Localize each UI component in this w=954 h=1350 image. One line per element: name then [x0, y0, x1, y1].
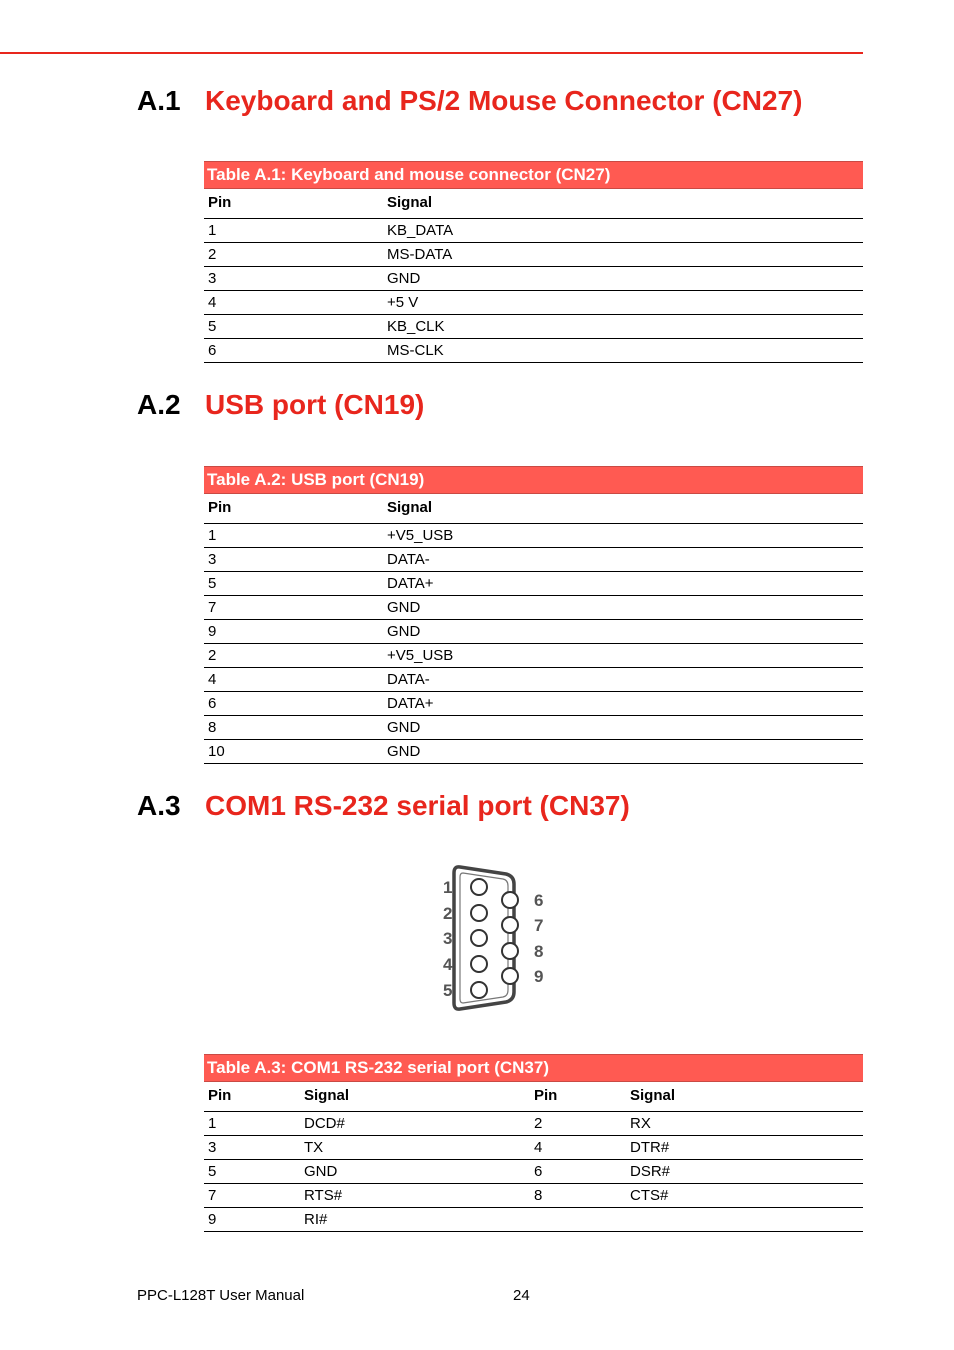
pin-cell: 3 — [208, 551, 217, 568]
pin-label: 6 — [534, 891, 544, 910]
table-row — [204, 668, 863, 692]
pin-cell: 6 — [208, 695, 217, 712]
pin-cell: 1 — [208, 222, 217, 239]
connector-shell — [454, 867, 514, 1009]
section-number: A.1 — [137, 85, 181, 116]
signal-cell: GND — [387, 623, 421, 640]
pin-cell: 9 — [208, 1211, 217, 1228]
section-title: COM1 RS-232 serial port (CN37) — [205, 790, 630, 821]
signal-cell: RX — [630, 1115, 651, 1132]
section-title: Keyboard and PS/2 Mouse Connector (CN27) — [205, 85, 803, 116]
signal-cell: GND — [387, 743, 421, 760]
table-row — [204, 1184, 863, 1208]
signal-cell: GND — [387, 599, 421, 616]
pin-cell: 6 — [534, 1163, 543, 1180]
pin-cell: 3 — [208, 1139, 217, 1156]
pin-cell: 4 — [534, 1139, 543, 1156]
db9-connector-diagram — [436, 862, 552, 1014]
pin-label: 5 — [443, 981, 453, 1000]
table-row — [204, 644, 863, 668]
pin-cell: 1 — [208, 527, 217, 544]
pin-cell: 10 — [208, 743, 225, 760]
signal-cell: +V5_USB — [387, 527, 454, 544]
table-row — [204, 339, 863, 363]
pin-hole-1 — [471, 879, 487, 895]
signal-cell: DSR# — [630, 1163, 671, 1180]
pin-cell: 7 — [208, 599, 217, 616]
table-row — [204, 219, 863, 243]
table-row — [204, 1112, 863, 1136]
table-caption: Table A.1: Keyboard and mouse connector (CN27) — [204, 161, 863, 189]
signal-cell: +V5_USB — [387, 647, 454, 664]
section-heading-a3 — [137, 792, 630, 820]
table-row — [204, 740, 863, 764]
table-row — [204, 548, 863, 572]
signal-cell: RI# — [304, 1211, 328, 1228]
pin-label: 1 — [443, 878, 453, 897]
pin-hole-9 — [502, 968, 518, 984]
pin-cell: 1 — [208, 1115, 217, 1132]
pin-hole-7 — [502, 917, 518, 933]
signal-cell: DCD# — [304, 1115, 345, 1132]
signal-cell: CTS# — [630, 1187, 669, 1204]
table-keyboard-mouse — [204, 161, 863, 363]
pin-cell: 4 — [208, 294, 217, 311]
header-rule — [0, 52, 863, 54]
pin-hole-8 — [502, 943, 518, 959]
signal-cell: GND — [387, 270, 421, 287]
pin-hole-6 — [502, 892, 518, 908]
signal-cell: DATA+ — [387, 575, 434, 592]
signal-cell: DATA- — [387, 551, 430, 568]
pin-hole-4 — [471, 956, 487, 972]
column-header-signal: Signal — [387, 499, 433, 516]
table-row — [204, 315, 863, 339]
column-header-pin: Pin — [208, 499, 232, 516]
footer-page-number: 24 — [513, 1287, 530, 1304]
pin-cell: 7 — [208, 1187, 217, 1204]
table-row — [204, 524, 863, 548]
table-caption: Table A.2: USB port (CN19) — [204, 466, 863, 494]
pin-label: 9 — [534, 967, 544, 986]
pin-cell: 5 — [208, 1163, 217, 1180]
pin-cell: 2 — [208, 246, 217, 263]
table-row — [204, 1136, 863, 1160]
pin-hole-3 — [471, 930, 487, 946]
column-header-signal: Signal — [630, 1087, 676, 1104]
table-row — [204, 620, 863, 644]
section-heading-a2 — [137, 391, 424, 419]
column-header-pin: Pin — [208, 194, 232, 211]
pin-cell — [530, 1208, 626, 1231]
section-heading-a1 — [137, 87, 802, 115]
signal-cell — [626, 1208, 863, 1231]
pin-cell: 8 — [534, 1187, 543, 1204]
footer-manual-title: PPC-L128T User Manual — [137, 1287, 305, 1304]
signal-cell: GND — [304, 1163, 338, 1180]
section-number: A.2 — [137, 389, 181, 420]
table-header-row — [204, 1082, 863, 1112]
pin-cell: 2 — [208, 647, 217, 664]
signal-cell: MS-DATA — [387, 246, 453, 263]
column-header-pin: Pin — [534, 1087, 558, 1104]
pin-hole-2 — [471, 905, 487, 921]
pin-label: 8 — [534, 942, 544, 961]
table-usb-port — [204, 466, 863, 764]
table-row — [204, 596, 863, 620]
pin-label: 2 — [443, 904, 453, 923]
signal-cell: DATA+ — [387, 695, 434, 712]
table-row — [204, 291, 863, 315]
column-header-pin: Pin — [208, 1087, 232, 1104]
pin-cell: 4 — [208, 671, 217, 688]
table-row — [204, 1208, 863, 1232]
signal-cell: MS-CLK — [387, 342, 444, 359]
pin-label: 7 — [534, 916, 544, 935]
signal-cell: KB_DATA — [387, 222, 454, 239]
pin-label: 3 — [443, 929, 453, 948]
signal-cell: GND — [387, 719, 421, 736]
pin-cell: 8 — [208, 719, 217, 736]
table-row — [204, 572, 863, 596]
signal-cell: RTS# — [304, 1187, 343, 1204]
section-title: USB port (CN19) — [205, 389, 425, 420]
table-caption: Table A.3: COM1 RS-232 serial port (CN37) — [204, 1054, 863, 1082]
table-row — [204, 243, 863, 267]
signal-cell: DTR# — [630, 1139, 670, 1156]
column-header-signal: Signal — [304, 1087, 350, 1104]
table-com1-rs232 — [204, 1054, 863, 1232]
table-row — [204, 267, 863, 291]
table-row — [204, 692, 863, 716]
pin-hole-5 — [471, 982, 487, 998]
table-header-row — [204, 189, 863, 219]
signal-cell: TX — [304, 1139, 324, 1156]
table-row — [204, 1160, 863, 1184]
pin-cell: 2 — [534, 1115, 543, 1132]
signal-cell: +5 V — [387, 294, 419, 311]
table-row — [204, 716, 863, 740]
pin-cell: 3 — [208, 270, 217, 287]
column-header-signal: Signal — [387, 194, 433, 211]
pin-cell: 5 — [208, 575, 217, 592]
signal-cell: KB_CLK — [387, 318, 445, 335]
table-header-row — [204, 494, 863, 524]
signal-cell: DATA- — [387, 671, 430, 688]
pin-cell: 6 — [208, 342, 217, 359]
pin-cell: 9 — [208, 623, 217, 640]
pin-label: 4 — [443, 955, 453, 974]
pin-cell: 5 — [208, 318, 217, 335]
section-number: A.3 — [137, 790, 181, 821]
